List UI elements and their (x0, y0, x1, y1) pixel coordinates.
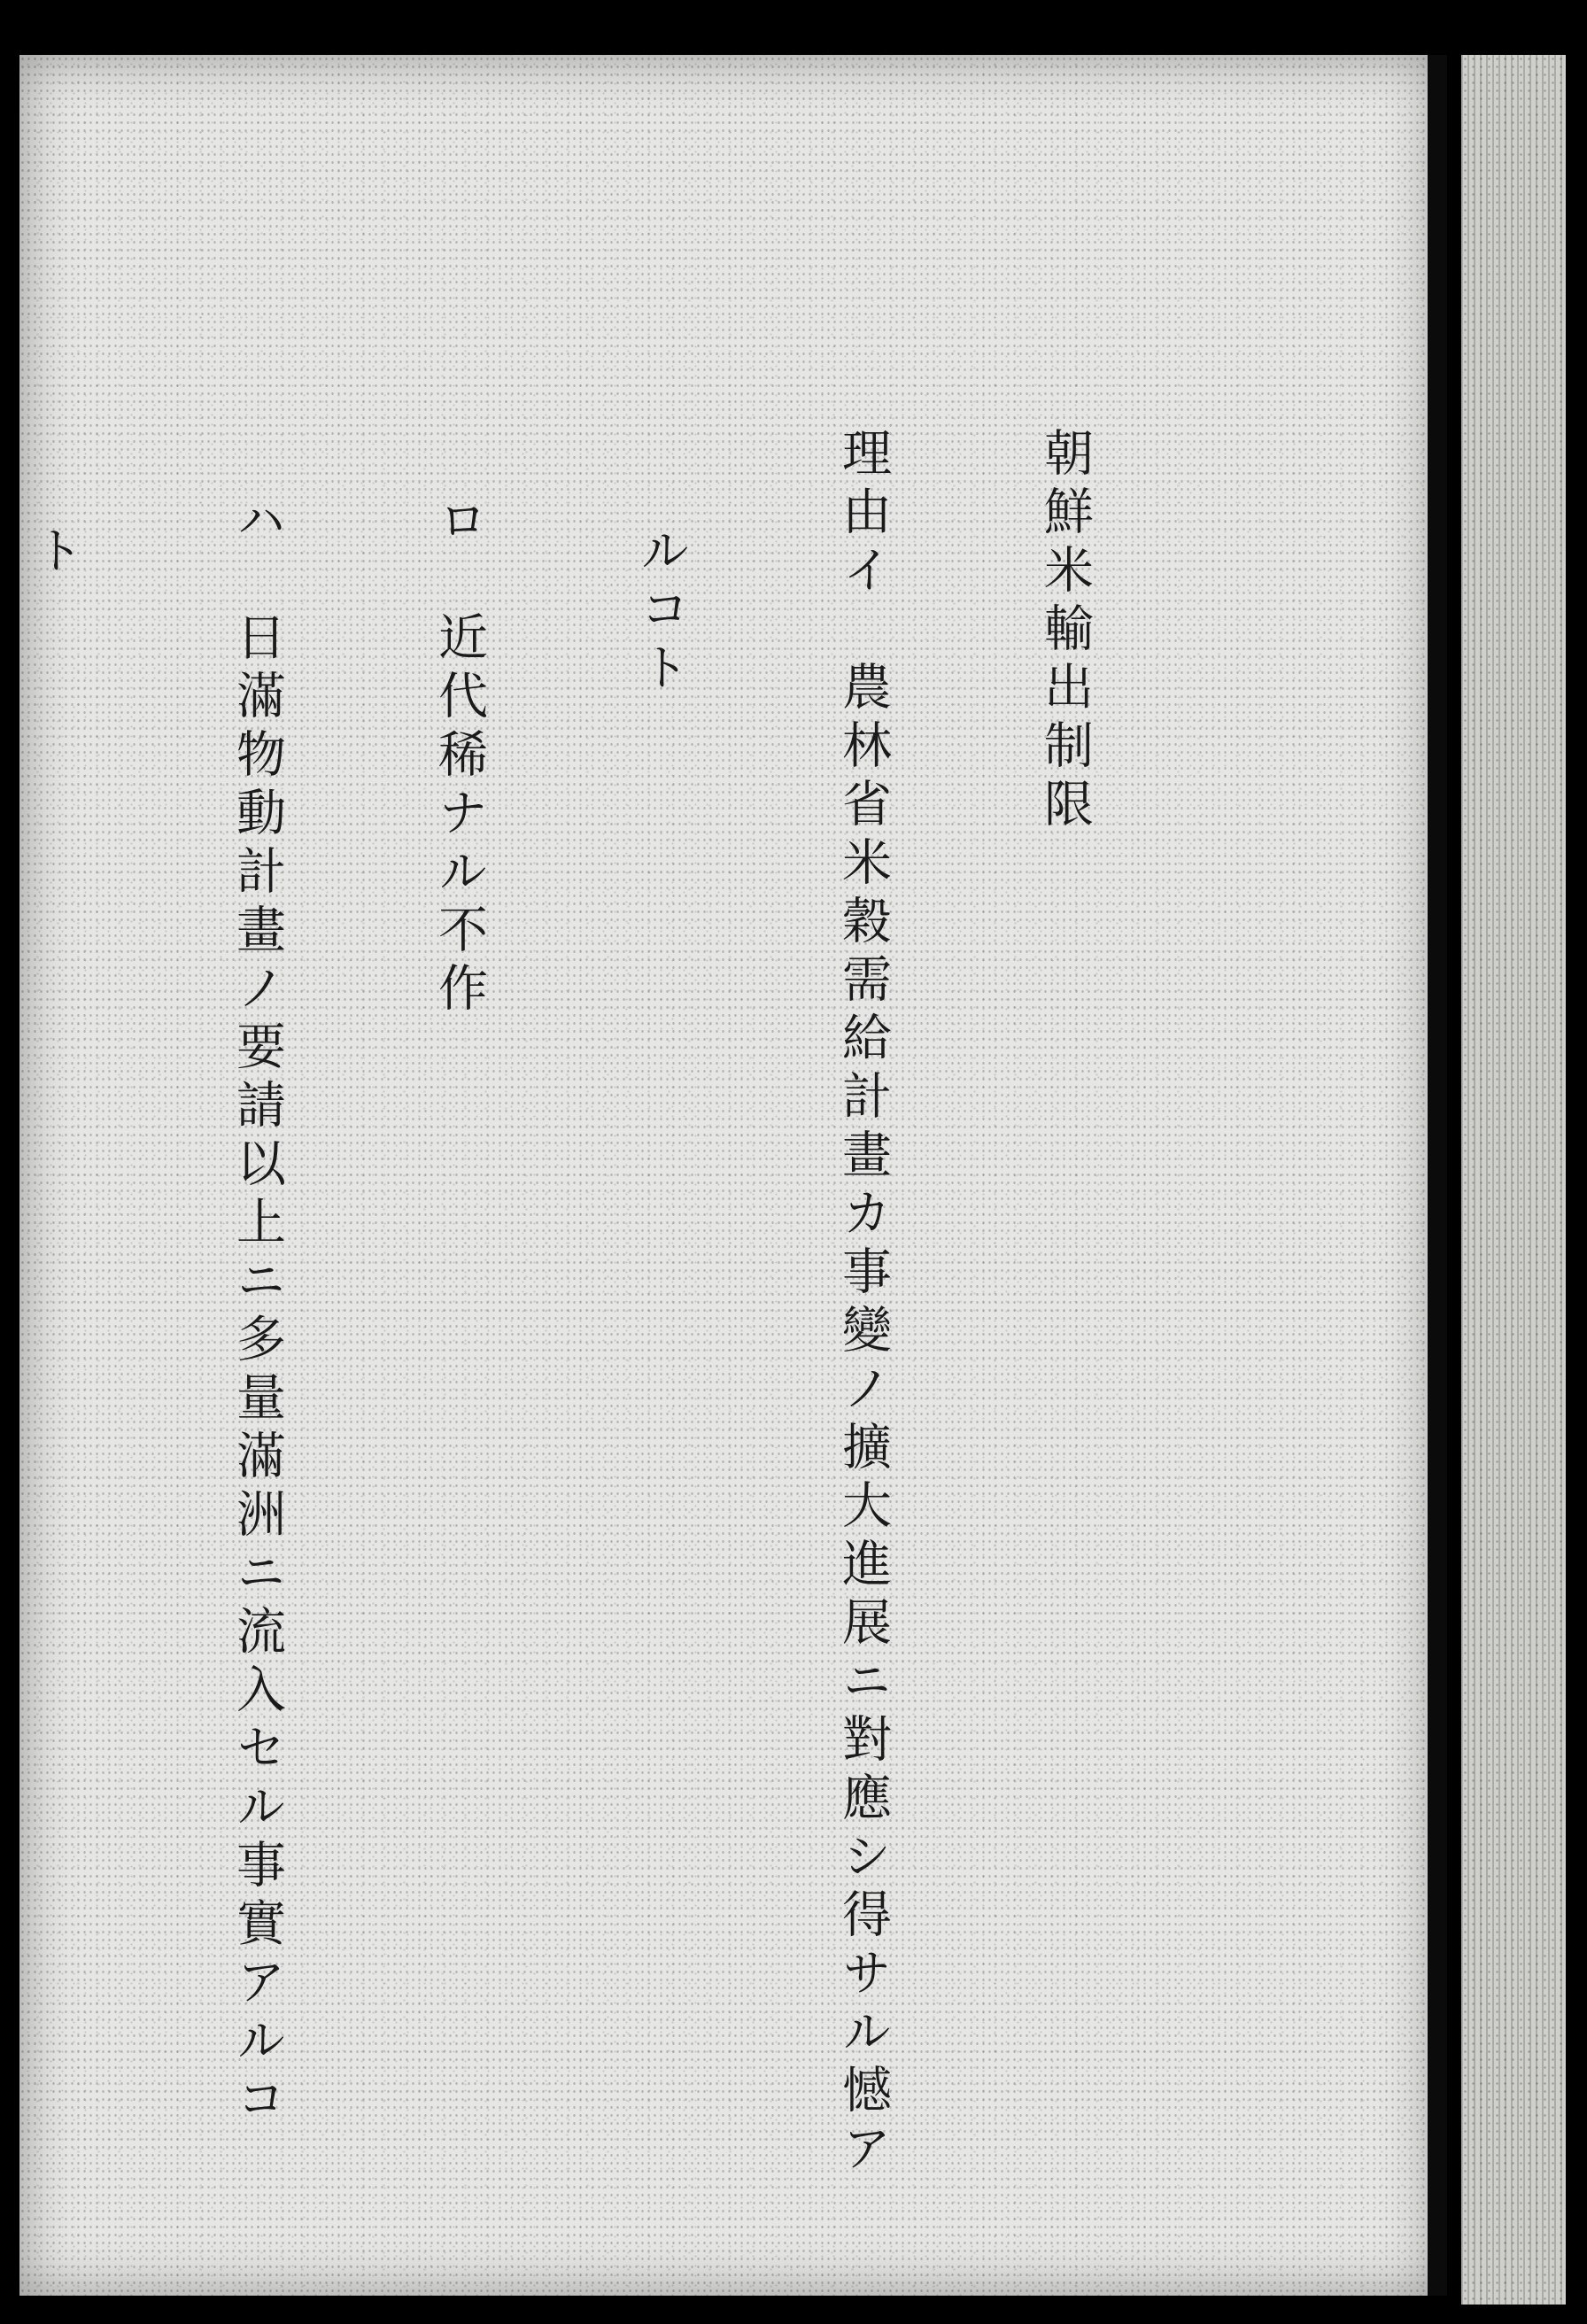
text-line: 理由イ 農林省米穀需給計畫カ事變ノ擴大進展ニ對應シ得サル憾ア (834, 427, 892, 2181)
text-line: ト (27, 524, 84, 583)
scanned-page (19, 55, 1436, 2296)
page-edges (1461, 55, 1566, 2305)
text-line: ロ 近代稀ナル不作 (430, 494, 488, 1020)
text-line: ハ 日滿物動計畫ノ要請以上ニ多量滿洲ニ流入セル事實アルコ (228, 494, 286, 2131)
heading-rice-export-restriction: 朝鮮米輸出制限 (1036, 427, 1094, 836)
text-line: ルコト (632, 524, 690, 700)
vertical-text-block (0, 427, 1233, 2234)
book-spine-shadow (1428, 55, 1447, 2296)
